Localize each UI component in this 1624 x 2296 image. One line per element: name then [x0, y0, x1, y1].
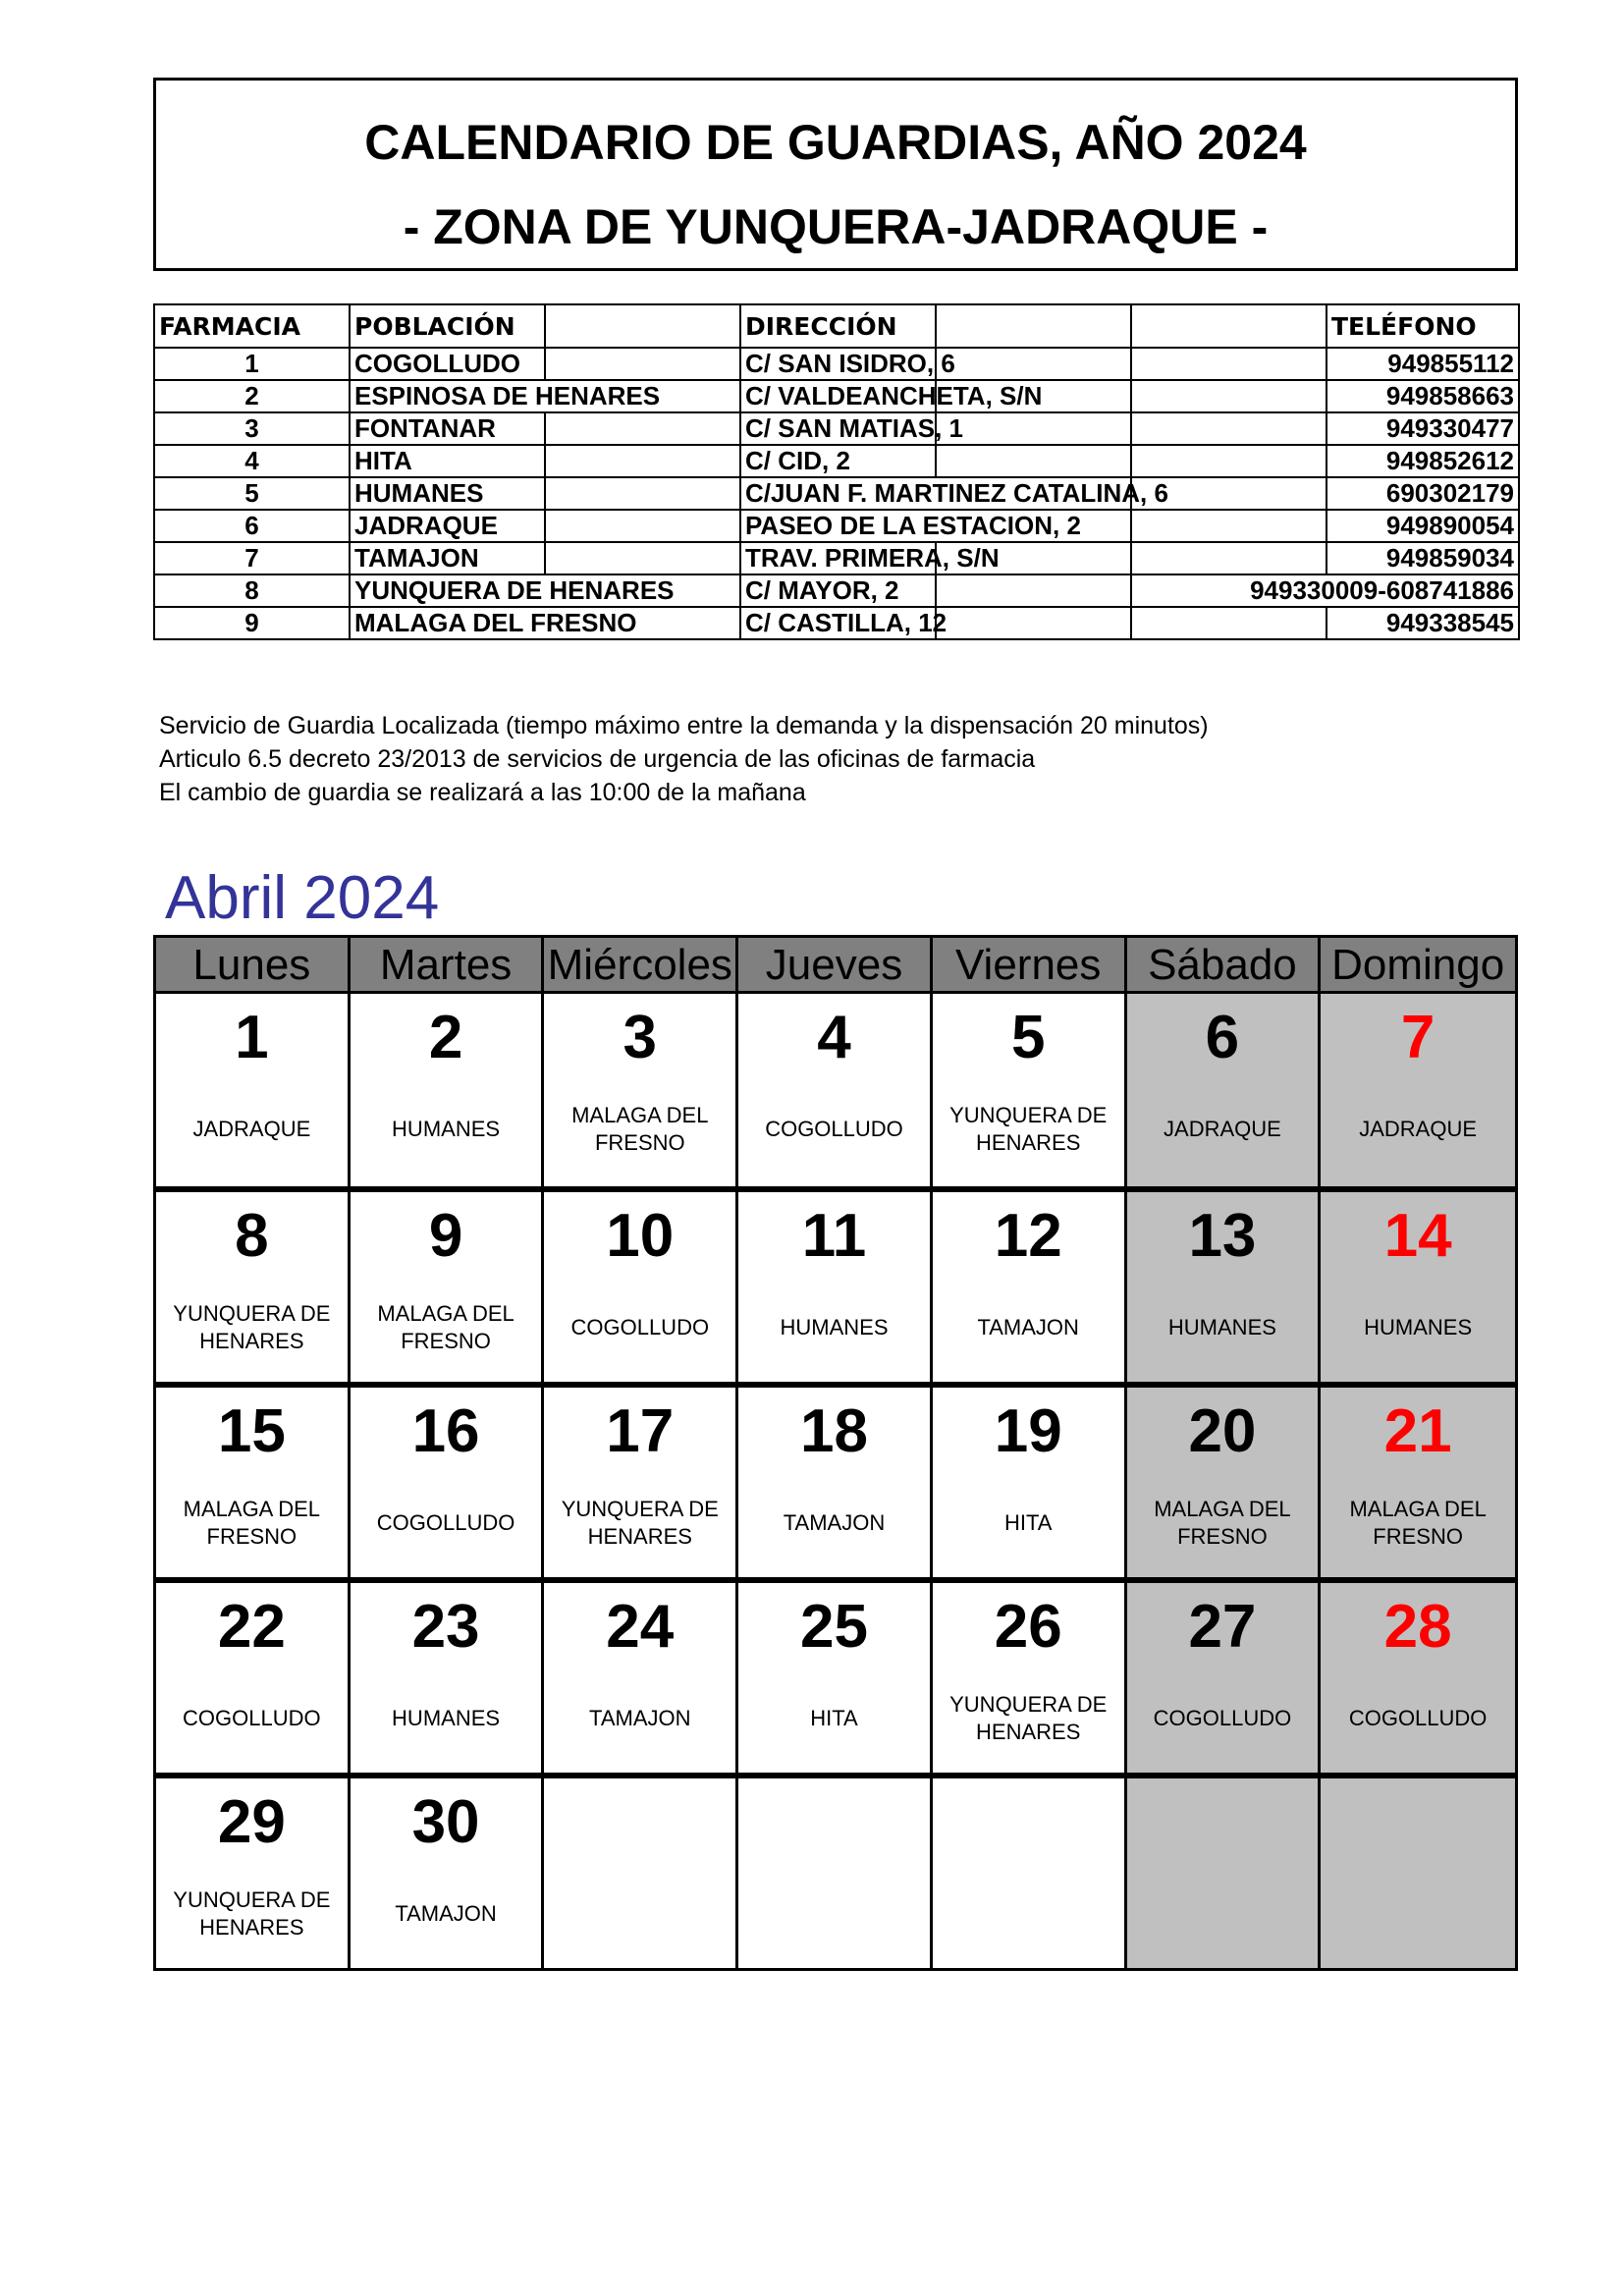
- calendar-day-cell: [1127, 1778, 1322, 1968]
- calendar-day-cell: [933, 1192, 1127, 1382]
- calendar-day-cell: [1321, 994, 1515, 1186]
- duty-pharmacy: TAMAJON: [783, 1510, 886, 1535]
- duty-pharmacy: MALAGA DEL FRESNO: [183, 1497, 321, 1549]
- header-farmacia: FARMACIA: [154, 304, 350, 348]
- duty-pharmacy: [544, 1885, 735, 1943]
- duty-pharmacy: MALAGA DEL FRESNO: [571, 1103, 709, 1155]
- calendar-day-cell: [156, 1192, 351, 1382]
- table-row: [154, 348, 1519, 380]
- calendar-day-cell: [933, 1388, 1127, 1577]
- pharmacy-direccion: C/ CID, 2: [740, 445, 936, 477]
- duty-pharmacy: TAMAJON: [395, 1901, 497, 1926]
- duty-pharmacy: JADRAQUE: [1359, 1117, 1478, 1141]
- note-line: Servicio de Guardia Localizada (tiempo máximo entre la demanda y la dispensación 20 minutos): [159, 712, 1209, 739]
- pharmacy-telefono: 949852612: [1326, 445, 1519, 477]
- calendar-day-cell: [156, 1388, 351, 1577]
- weekday-label: Viernes: [933, 938, 1127, 993]
- pharmacy-poblacion: TAMAJON: [350, 542, 545, 574]
- day-number: 23: [411, 1593, 480, 1661]
- duty-pharmacy: MALAGA DEL FRESNO: [377, 1301, 514, 1353]
- calendar-day-cell: [156, 994, 351, 1186]
- duty-pharmacy: YUNQUERA DE HENARES: [949, 1103, 1108, 1155]
- note-line: El cambio de guardia se realizará a las 10:00 de la mañana: [159, 779, 806, 806]
- empty-cell: [545, 477, 740, 510]
- pharmacy-telefono: 949858663: [1326, 380, 1519, 412]
- day-number: 8: [235, 1202, 269, 1270]
- calendar-day-cell: [738, 1388, 933, 1577]
- calendar-day-cell: [351, 1778, 545, 1968]
- weekday-label: Martes: [351, 938, 545, 993]
- calendar-day-cell: [544, 1388, 738, 1577]
- calendar-day-cell: [1127, 1192, 1322, 1382]
- calendar-day-cell: [1321, 1583, 1515, 1773]
- duty-pharmacy: YUNQUERA DE HENARES: [949, 1692, 1108, 1744]
- pharmacy-number: 4: [154, 445, 350, 477]
- calendar-day-cell: [1127, 1388, 1322, 1577]
- calendar-day-cell: [1321, 1388, 1515, 1577]
- header-empty: [545, 304, 740, 348]
- page-title: CALENDARIO DE GUARDIAS, AÑO 2024: [364, 115, 1307, 170]
- calendar-grid: [153, 935, 1518, 1971]
- title-box: [153, 78, 1518, 271]
- calendar-day-cell: [1127, 994, 1322, 1186]
- calendar-day-cell: [933, 994, 1127, 1186]
- empty-cell: [936, 574, 1131, 607]
- calendar-day-cell: [156, 1583, 351, 1773]
- duty-pharmacy: MALAGA DEL FRESNO: [1154, 1497, 1291, 1549]
- day-number: 3: [623, 1004, 658, 1071]
- duty-pharmacy: [1321, 1885, 1515, 1943]
- pharmacy-direccion: C/ VALDEANCHETA, S/N: [740, 380, 936, 412]
- calendar-week: [153, 1385, 1518, 1580]
- pharmacy-poblacion: HUMANES: [350, 477, 545, 510]
- duty-pharmacy: MALAGA DEL FRESNO: [1349, 1497, 1487, 1549]
- duty-pharmacy: YUNQUERA DE HENARES: [173, 1887, 331, 1940]
- weekday-label: Jueves: [738, 938, 933, 993]
- pharmacy-poblacion: JADRAQUE: [350, 510, 545, 542]
- header-poblacion: POBLACIÓN: [350, 304, 545, 348]
- calendar-day-cell: [1127, 1583, 1322, 1773]
- day-number: 27: [1188, 1593, 1257, 1661]
- weekday-label: Sábado: [1127, 938, 1322, 993]
- duty-pharmacy: COGOLLUDO: [1153, 1706, 1292, 1730]
- pharmacy-telefono: 690302179: [1326, 477, 1519, 510]
- pharmacy-poblacion: FONTANAR: [350, 412, 545, 445]
- pharmacy-poblacion: MALAGA DEL FRESNO: [350, 607, 740, 639]
- pharmacy-poblacion: YUNQUERA DE HENARES: [350, 574, 740, 607]
- day-number: 24: [606, 1593, 675, 1661]
- calendar-day-cell: [544, 994, 738, 1186]
- duty-pharmacy: COGOLLUDO: [1348, 1706, 1488, 1730]
- day-number: 1: [235, 1004, 269, 1071]
- pharmacy-poblacion: COGOLLUDO: [350, 348, 545, 380]
- note-line: Articulo 6.5 decreto 23/2013 de servicios de urgencia de las oficinas de farmacia: [159, 745, 1036, 773]
- empty-cell: [936, 412, 1131, 445]
- table-row: [154, 477, 1519, 510]
- day-number: 6: [1205, 1004, 1240, 1071]
- day-number: 19: [994, 1397, 1062, 1465]
- day-number: 12: [994, 1202, 1062, 1270]
- pharmacy-telefono: 949338545: [1326, 607, 1519, 639]
- pharmacy-direccion: C/ SAN ISIDRO, 6: [740, 348, 936, 380]
- calendar-day-cell: [738, 1778, 933, 1968]
- duty-pharmacy: COGOLLUDO: [765, 1117, 903, 1141]
- empty-cell: [1131, 542, 1326, 574]
- empty-cell: [936, 348, 1131, 380]
- pharmacy-direccion: C/JUAN F. MARTINEZ CATALINA, 6: [740, 477, 1131, 510]
- day-number: 4: [817, 1004, 851, 1071]
- pharmacy-table-header: [154, 304, 1519, 348]
- pharmacy-direccion: PASEO DE LA ESTACION, 2: [740, 510, 1131, 542]
- empty-cell: [545, 348, 740, 380]
- empty-cell: [1131, 380, 1326, 412]
- day-number: 15: [217, 1397, 286, 1465]
- empty-cell: [1131, 445, 1326, 477]
- day-number: 16: [411, 1397, 480, 1465]
- duty-pharmacy: HUMANES: [1167, 1315, 1276, 1339]
- day-number: 29: [217, 1788, 286, 1856]
- pharmacy-direccion: C/ SAN MATIAS, 1: [740, 412, 936, 445]
- pharmacy-table: [153, 303, 1520, 640]
- day-number: 25: [800, 1593, 868, 1661]
- weekday-label: Domingo: [1331, 941, 1505, 989]
- empty-cell: [1131, 348, 1326, 380]
- calendar-day-cell: [738, 1583, 933, 1773]
- duty-pharmacy: [738, 1885, 930, 1943]
- table-row: [154, 412, 1519, 445]
- page-subtitle: - ZONA DE YUNQUERA-JADRAQUE -: [403, 199, 1269, 254]
- calendar-day-cell: [1321, 1778, 1515, 1968]
- calendar-day-cell: [738, 994, 933, 1186]
- calendar-weeks: [153, 994, 1518, 1971]
- day-number: 21: [1383, 1397, 1452, 1465]
- weekday-label: Lunes: [156, 938, 351, 993]
- day-number: 10: [606, 1202, 675, 1270]
- day-number: 14: [1383, 1202, 1452, 1270]
- day-number: 22: [217, 1593, 286, 1661]
- calendar-day-cell: [933, 1583, 1127, 1773]
- pharmacy-number: 3: [154, 412, 350, 445]
- table-row: [154, 542, 1519, 574]
- pharmacy-telefono: 949330009-608741886: [1131, 574, 1519, 607]
- pharmacy-number: 9: [154, 607, 350, 639]
- duty-pharmacy: COGOLLUDO: [570, 1315, 710, 1339]
- pharmacy-number: 8: [154, 574, 350, 607]
- day-number: 2: [428, 1004, 463, 1071]
- day-number: 13: [1188, 1202, 1257, 1270]
- pharmacy-number: 5: [154, 477, 350, 510]
- empty-cell: [545, 542, 740, 574]
- pharmacy-number: 2: [154, 380, 350, 412]
- pharmacy-telefono: 949330477: [1326, 412, 1519, 445]
- duty-pharmacy: HITA: [1003, 1510, 1053, 1535]
- duty-pharmacy: JADRAQUE: [1164, 1117, 1281, 1141]
- table-row: [154, 380, 1519, 412]
- calendar-day-cell: [544, 1583, 738, 1773]
- pharmacy-table-body: [154, 348, 1519, 639]
- empty-cell: [936, 445, 1131, 477]
- day-number: 30: [411, 1788, 480, 1856]
- header-telefono: TELÉFONO: [1326, 304, 1519, 348]
- pharmacy-number: 6: [154, 510, 350, 542]
- calendar-day-cell: [544, 1192, 738, 1382]
- calendar-day-cell: [351, 994, 545, 1186]
- duty-pharmacy: COGOLLUDO: [183, 1706, 321, 1730]
- day-number: 9: [428, 1202, 463, 1270]
- calendar-day-cell: [351, 1583, 545, 1773]
- day-number: 11: [801, 1202, 867, 1270]
- service-notes: [159, 709, 1209, 809]
- duty-pharmacy: HUMANES: [392, 1706, 501, 1730]
- day-number: 18: [800, 1397, 868, 1465]
- duty-pharmacy: COGOLLUDO: [376, 1510, 515, 1535]
- empty-cell: [545, 445, 740, 477]
- calendar-day-cell: [544, 1778, 738, 1968]
- empty-cell: [936, 607, 1131, 639]
- weekday-header: [153, 935, 1518, 994]
- calendar-week: [153, 994, 1518, 1189]
- empty-cell: [545, 412, 740, 445]
- day-number: 20: [1188, 1397, 1257, 1465]
- table-row: [154, 607, 1519, 639]
- empty-cell: [1131, 510, 1326, 542]
- calendar-day-cell: [1321, 1192, 1515, 1382]
- duty-pharmacy: HUMANES: [780, 1315, 889, 1339]
- calendar-day-cell: [738, 1192, 933, 1382]
- empty-cell: [1131, 412, 1326, 445]
- empty-cell: [545, 510, 740, 542]
- pharmacy-direccion: C/ MAYOR, 2: [740, 574, 936, 607]
- header-direccion: DIRECCIÓN: [740, 304, 936, 348]
- pharmacy-poblacion: ESPINOSA DE HENARES: [350, 380, 740, 412]
- duty-pharmacy: YUNQUERA DE HENARES: [561, 1497, 719, 1549]
- calendar-day-cell: [156, 1778, 351, 1968]
- weekday-label: Miércoles: [544, 938, 738, 993]
- table-row: [154, 574, 1519, 607]
- duty-pharmacy: TAMAJON: [589, 1706, 691, 1730]
- table-row: [154, 510, 1519, 542]
- pharmacy-telefono: 949859034: [1326, 542, 1519, 574]
- calendar-day-cell: [351, 1192, 545, 1382]
- duty-pharmacy: JADRAQUE: [192, 1117, 311, 1141]
- pharmacy-direccion: C/ CASTILLA, 12: [740, 607, 936, 639]
- duty-pharmacy: HITA: [810, 1706, 858, 1730]
- calendar-day-cell: [351, 1388, 545, 1577]
- calendar-day-cell: [933, 1778, 1127, 1968]
- empty-cell: [1131, 607, 1326, 639]
- header-empty: [936, 304, 1131, 348]
- duty-pharmacy: YUNQUERA DE HENARES: [173, 1301, 331, 1353]
- pharmacy-telefono: 949855112: [1326, 348, 1519, 380]
- day-number: 28: [1383, 1593, 1452, 1661]
- month-title: Abril 2024: [165, 864, 440, 932]
- calendar-week: [153, 1189, 1518, 1385]
- day-number: 17: [606, 1397, 675, 1465]
- table-row: [154, 445, 1519, 477]
- pharmacy-direccion: TRAV. PRIMERA, S/N: [740, 542, 936, 574]
- day-number: 5: [1010, 1004, 1046, 1071]
- day-number: 26: [994, 1593, 1062, 1661]
- pharmacy-poblacion: HITA: [350, 445, 545, 477]
- pharmacy-telefono: 949890054: [1326, 510, 1519, 542]
- duty-pharmacy: [933, 1885, 1124, 1943]
- pharmacy-number: 1: [154, 348, 350, 380]
- pharmacy-number: 7: [154, 542, 350, 574]
- header-empty: [1131, 304, 1326, 348]
- duty-pharmacy: HUMANES: [392, 1117, 501, 1141]
- duty-pharmacy: [1127, 1885, 1319, 1943]
- calendar-week: [153, 1776, 1518, 1971]
- duty-pharmacy: TAMAJON: [977, 1315, 1079, 1339]
- day-number: 7: [1400, 1004, 1435, 1071]
- calendar-week: [153, 1580, 1518, 1776]
- duty-pharmacy: HUMANES: [1364, 1315, 1473, 1339]
